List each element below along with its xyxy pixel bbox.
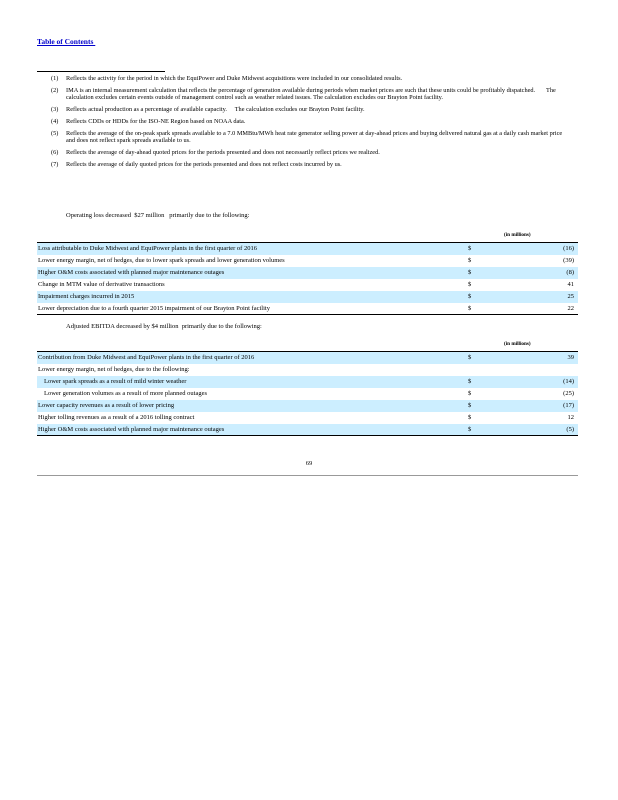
row-label: Contribution from Duke Midwest and EquiPower plants in the first quarter of 2016 <box>37 352 467 364</box>
row-label: Loss attributable to Duke Midwest and EquiPower plants in the first quarter of 2016 <box>37 243 467 255</box>
table-row <box>37 291 578 303</box>
adjusted-ebitda-intro: Adjusted EBITDA decreased by $4 million primarily due to the following: <box>66 323 262 330</box>
row-value: (17) <box>522 400 578 412</box>
row-currency: $ <box>467 424 522 436</box>
footnote <box>51 118 571 126</box>
footnote-number: (5) <box>51 129 59 137</box>
row-label: Lower spark spreads as a result of mild winter weather <box>37 376 467 388</box>
footnote-text: Reflects the activity for the period in which the EquiPower and Duke Midwest acquisitions were included in our consolidated results. <box>66 75 403 82</box>
row-value: (14) <box>522 376 578 388</box>
footnote-text: Reflects the average of the on-peak spark spreads available to a 7.0 MMBtu/MWh heat rate generator selling power at day-ahead prices and buying delivered natural gas at a daily cash market price and does not reflect spark spreads available to us. <box>66 129 564 145</box>
row-label: Lower energy margin, net of hedges, due to lower spark spreads and lower generation volumes <box>38 257 285 264</box>
table-row <box>37 364 578 376</box>
table-row <box>37 424 578 436</box>
footnote-text: Reflects actual production as a percentage of available capacity. The calculation excludes our Brayton Point facility. <box>66 106 365 114</box>
footnote-number: (6) <box>51 149 59 157</box>
row-value: (5) <box>522 424 578 436</box>
row-currency: $ <box>468 390 472 397</box>
footnote-number: (4) <box>51 117 59 125</box>
footnotes <box>51 75 571 173</box>
table-row <box>37 243 578 255</box>
row-label: Lower generation volumes as a result of more planned outages <box>44 390 207 397</box>
row-label: Higher O&M costs associated with planned major maintenance outages <box>37 424 467 436</box>
row-value: 41 <box>567 281 574 288</box>
table-row <box>37 303 578 315</box>
row-currency: $ <box>467 243 522 255</box>
row-currency: $ <box>467 376 522 388</box>
table-row <box>37 376 578 388</box>
row-value: 25 <box>522 291 578 303</box>
footnote-text: Reflects the average of day-ahead quoted prices for the periods presented and does not necessarily reflect prices we realized. <box>66 149 380 157</box>
footnote <box>51 87 571 102</box>
footnote <box>51 149 571 157</box>
row-value: 12 <box>567 414 574 421</box>
footnote-number: (2) <box>51 86 59 94</box>
footnote-text: Reflects CDDs or HDDs for the ISO-NE Region based on NOAA data. <box>66 117 246 125</box>
footnote-text: IMA is an internal measurement calculation that reflects the percentage of generation available during periods when market prices are such that these units could be profitably dispatched. The calculation excludes certain events outside of management control such as weather related issues. The calculation excludes our Brayton Point facility. <box>66 86 558 102</box>
row-currency: $ <box>467 352 522 364</box>
row-label: Higher tolling revenues as a result of a 2016 tolling contract <box>38 414 195 421</box>
table-row <box>37 255 578 267</box>
row-label: Change in MTM value of derivative transactions <box>38 281 165 288</box>
footnote <box>51 106 571 114</box>
row-value: (8) <box>522 267 578 279</box>
row-value: (39) <box>563 257 574 264</box>
table-row <box>37 388 578 400</box>
footnote-separator <box>37 71 165 72</box>
operating-loss-table <box>37 242 578 315</box>
row-currency: $ <box>468 414 472 421</box>
footnote-number: (1) <box>51 75 59 82</box>
page-footer-rule <box>37 475 578 476</box>
row-value: 39 <box>522 352 578 364</box>
adjusted-ebitda-units: (in millions) <box>504 341 531 347</box>
adjusted-ebitda-table <box>37 351 578 436</box>
row-label: Lower capacity revenues as a result of lower pricing <box>37 400 467 412</box>
table-of-contents-link[interactable]: Table of Contents <box>37 37 96 46</box>
row-currency: $ <box>467 400 522 412</box>
footnote <box>51 75 571 83</box>
table-row <box>37 400 578 412</box>
row-label: Higher O&M costs associated with planned major maintenance outages <box>37 267 467 279</box>
table-row <box>37 279 578 291</box>
row-value: (25) <box>563 390 574 397</box>
row-value: (16) <box>522 243 578 255</box>
row-currency <box>467 364 522 376</box>
row-label: Impairment charges incurred in 2015 <box>37 291 467 303</box>
page-number: 69 <box>305 460 313 467</box>
row-currency: $ <box>468 257 472 264</box>
row-currency: $ <box>467 303 522 315</box>
row-label: Lower depreciation due to a fourth quarter 2015 impairment of our Brayton Point facility <box>37 303 467 315</box>
table-row <box>37 267 578 279</box>
footnote <box>51 161 571 169</box>
footnote-text: Reflects the average of daily quoted prices for the periods presented and does not reflect costs incurred by us. <box>66 160 342 168</box>
operating-loss-units: (in millions) <box>504 232 531 238</box>
row-currency: $ <box>467 267 522 279</box>
row-label: Lower energy margin, net of hedges, due to the following: <box>38 366 190 373</box>
table-row <box>37 412 578 424</box>
footnote-number: (3) <box>51 106 59 114</box>
row-value: 22 <box>522 303 578 315</box>
row-value <box>522 364 578 376</box>
footnote-number: (7) <box>51 160 59 168</box>
operating-loss-intro: Operating loss decreased $27 million primarily due to the following: <box>66 212 250 219</box>
footnote <box>51 130 571 145</box>
table-row <box>37 352 578 364</box>
row-currency: $ <box>467 291 522 303</box>
row-currency: $ <box>468 281 472 288</box>
